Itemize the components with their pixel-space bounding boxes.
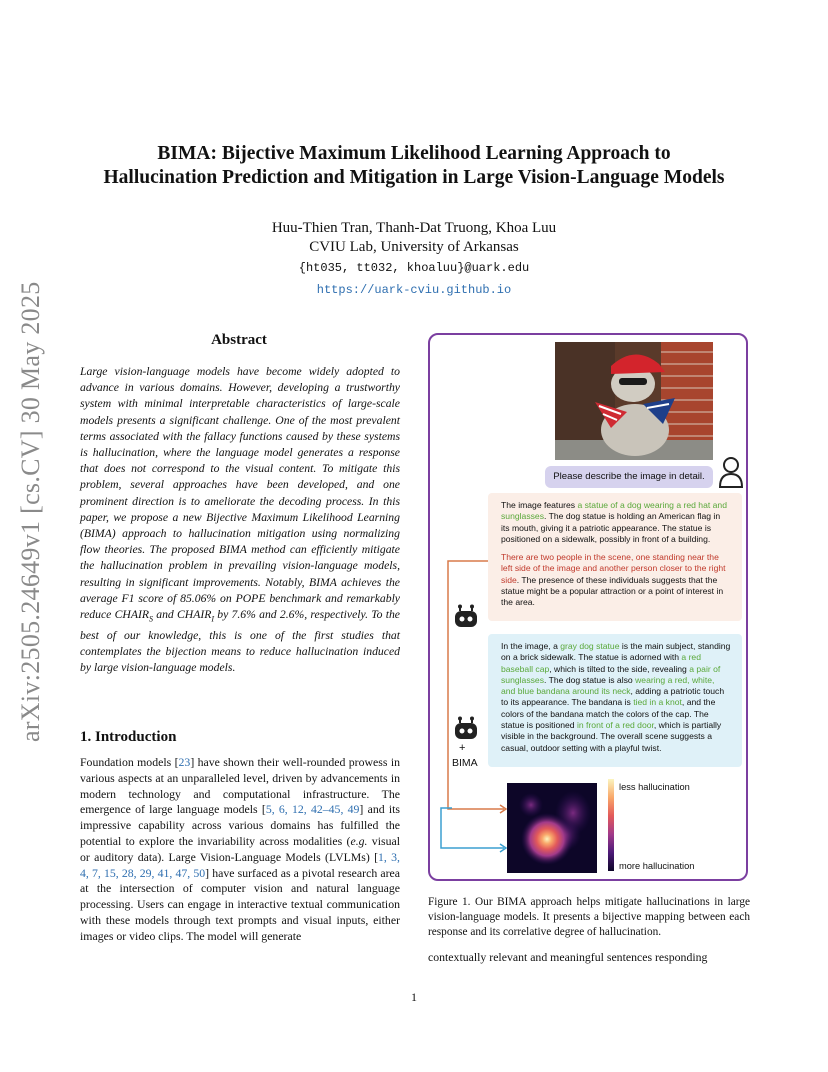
response-text: , which is partially visible in the background. The overall scene suggests a casual, outdoor setting with a playful twist. [501, 720, 722, 753]
page-number: 1 [411, 990, 417, 1004]
response-text: . The dog statue is also [544, 674, 636, 685]
abstract-heading: Abstract [211, 332, 267, 348]
grounded-phrase: a statue of a dog wearing a red hat and sunglasses [501, 500, 727, 522]
grounded-phrase: tied in a knot [633, 697, 682, 708]
response-text: . The dog statue is holding an American flag in its mouth, giving it a patriotic appearance. The statue is positioned on a sidewalk, possibly in front of a building. [501, 511, 721, 544]
title-line-2: Hallucination Prediction and Mitigation in Large Vision-Language Models [103, 167, 725, 188]
grounded-phrase: a pair of sunglasses [501, 663, 721, 685]
abstract-body: Large vision-language models have become widely adopted to advance in various domains. However, developing a trustworthy system with minimal interpretable characteristics of large-scale models presents a significant challenge. One of the most prevalent terms associated with the fallacy functions caused by these systems is hallucination, where the language model generates a response that does not correspond to the visual content. To mitigate this problem, several approaches have been developed, and one prominent direction is to ameliorate the decoding process. In this paper, we propose a new Bijective Maximum Likelihood Learning (BIMA) approach to hallucination mitigation using normalizing flow theories. The proposed BIMA method can efficiently mitigate the hallucination problem in prevailing vision-language models, resulting in significant improvements. Notably, BIMA achieves the average F1 score of 85.06% on POPE benchmark and remarkably reduce $CHAIR_S$ and $CHAIR_I$ by 7.6% and 2.6%, respectively. To the best of our knowledge, this is one of the first studies that contemplates the bijection means to reduce hallucination induced by large vision-language models. [80, 365, 400, 674]
baseline-response [488, 493, 742, 621]
response-text: , adding a patriotic touch to its appearance. The bandana is [501, 686, 725, 708]
project-url[interactable]: https://uark-cviu.github.io [316, 283, 512, 297]
paper-title [80, 142, 748, 190]
response-text: The image features [501, 500, 578, 510]
user-prompt: Please describe the image in detail. [545, 466, 713, 488]
column-continuation: contextually relevant and meaningful sentences responding [428, 950, 708, 964]
grounded-phrase: in front of a red door [576, 720, 654, 731]
bima-label: BIMA [452, 757, 478, 769]
mapping-arrows [440, 556, 510, 856]
plus-sign: + [459, 742, 466, 754]
citation-link[interactable]: 23 [178, 755, 191, 769]
response-text: In the image, a [501, 641, 561, 651]
citation-link[interactable]: 5, 6, 12, 42–45, 49 [265, 802, 360, 817]
bima-response [488, 634, 742, 767]
user-icon [717, 456, 745, 488]
intro-body: Foundation models [23] have shown their well-rounded prowess in various aspects at an unparalleled level, driven by advancements in modern technology and computational infrastructure. The emergence of large language models [5, 6, 12, 42–45, 49] and its impressive capability across various domains has fulfilled the potential to explore the invariability across modalities (e.g. visual or auditory data). Large Vision-Language Models (LVLMs) [1, 3, 4, 7, 15, 28, 29, 41, 47, 50] have surfaced as a pivotal research area at the intersection of computer vision and natural language processing. Users can engage in interactive textual communication with these models through text prompts and visual inputs, either images or video clips. The model will generate [80, 755, 400, 943]
author-block [80, 219, 748, 300]
response-text: , which is tilted to the side, revealing [549, 663, 690, 674]
grounded-phrase: wearing a red, white, and blue bandana around its neck [501, 674, 715, 697]
hallucinated-phrase: There are two people in the scene, one standing near the left side of the image and another person closer to the right side [501, 552, 726, 585]
dog-statue-photo [555, 342, 713, 460]
grounded-phrase: a red baseball cap [501, 652, 701, 674]
title-line-1: BIMA: Bijective Maximum Likelihood Learning Approach to [157, 143, 671, 164]
intro-heading: 1. Introduction [80, 729, 177, 745]
authors: Huu-Thien Tran, Thanh-Dat Truong, Khoa Luu [271, 220, 557, 236]
affiliation: CVIU Lab, University of Arkansas [309, 239, 519, 255]
hallucination-colorbar [608, 779, 614, 871]
figure-caption: Figure 1. Our BIMA approach helps mitigate hallucinations in large vision-language models. It presents a bijective mapping between each response and its correlative degree of hallucination. [428, 896, 750, 938]
colorbar-bottom-label: more hallucination [619, 861, 695, 871]
grounded-phrase: gray dog statue [560, 641, 620, 651]
response-text: , and the colors of the bandana match the colors of the cap. The statue is positioned [501, 697, 716, 731]
arxiv-stamp: arXiv:2505.24649v1 [cs.CV] 30 May 2025 [16, 281, 45, 742]
emails: {ht035, tt032, khoaluu}@uark.edu [298, 261, 530, 275]
hallucination-density-heatmap [507, 783, 597, 873]
response-text: is the main subject, standing on a brick sidewalk. The statue is adorned with [501, 641, 731, 663]
colorbar-top-label: less hallucination [619, 782, 690, 792]
response-text: . The presence of these individuals suggests that the statue might be a popular attraction or a point of interest in the area. [501, 574, 724, 608]
citation-link[interactable]: 1, 3, 4, 7, 15, 28, 29, 41, 47, 50 [80, 849, 400, 880]
